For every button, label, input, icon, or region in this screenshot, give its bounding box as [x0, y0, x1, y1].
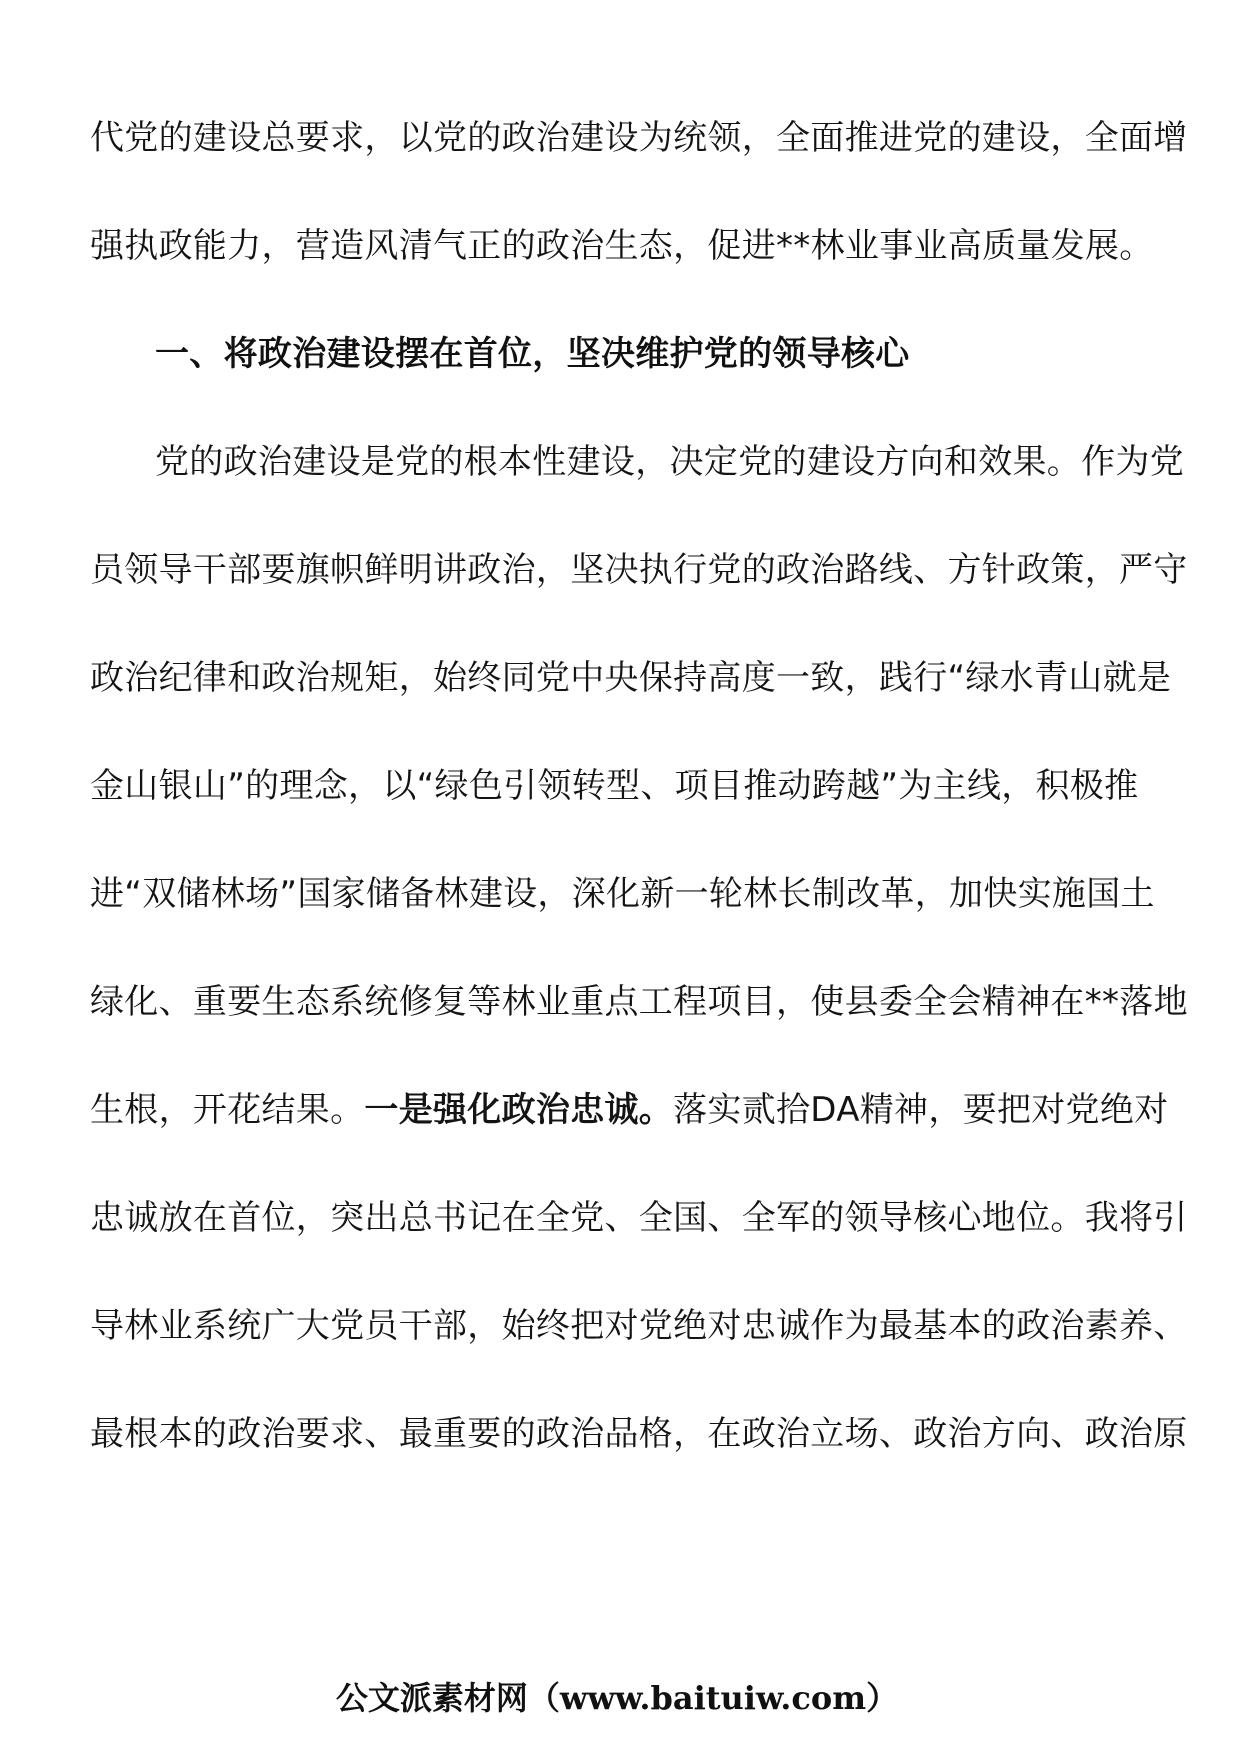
paragraph-line-9: 导林业系统广大党员干部，始终把对党绝对忠诚作为最基本的政治素养、: [90, 1306, 1188, 1346]
section-heading: 一、将政治建设摆在首位，坚决维护党的领导核心: [155, 334, 910, 374]
bold-subheading: 一是强化政治忠诚。: [364, 1090, 674, 1130]
footer-watermark-text: 公文派素材网（www.baituiw.com）: [335, 1679, 899, 1717]
paragraph-line-3: 政治纪律和政治规矩，始终同党中央保持高度一致，践行“绿水青山就是: [90, 658, 1172, 698]
paragraph-line-4: 金山银山”的理念，以“绿色引领转型、项目推动跨越”为主线，积极推: [90, 766, 1139, 806]
paragraph-line-2: 员领导干部要旗帜鲜明讲政治，坚决执行党的政治路线、方针政策，严守: [90, 550, 1188, 590]
body-line-1: 代党的建设总要求，以党的政治建设为统领，全面推进党的建设，全面增: [90, 118, 1188, 158]
paragraph-line-1: 党的政治建设是党的根本性建设，决定党的建设方向和效果。作为党: [155, 442, 1184, 482]
paragraph-line-5: 进“双储林场”国家储备林建设，深化新一轮林长制改革，加快实施国土: [90, 874, 1155, 914]
line-suffix-text: 落实贰拾DA精神，要把对党绝对: [673, 1090, 1169, 1130]
paragraph-line-6: 绿化、重要生态系统修复等林业重点工程项目，使县委全会精神在**落地: [90, 982, 1188, 1022]
paragraph-line-7: [90, 1090, 1170, 1130]
line-prefix-text: 生根，开花结果。: [90, 1090, 365, 1130]
paragraph-line-10: 最根本的政治要求、最重要的政治品格，在政治立场、政治方向、政治原: [90, 1414, 1188, 1454]
body-line-2: 强执政能力，营造风清气正的政治生态，促进**林业事业高质量发展。: [90, 226, 1154, 266]
paragraph-line-8: 忠诚放在首位，突出总书记在全党、全国、全军的领导核心地位。我将引: [90, 1198, 1188, 1238]
